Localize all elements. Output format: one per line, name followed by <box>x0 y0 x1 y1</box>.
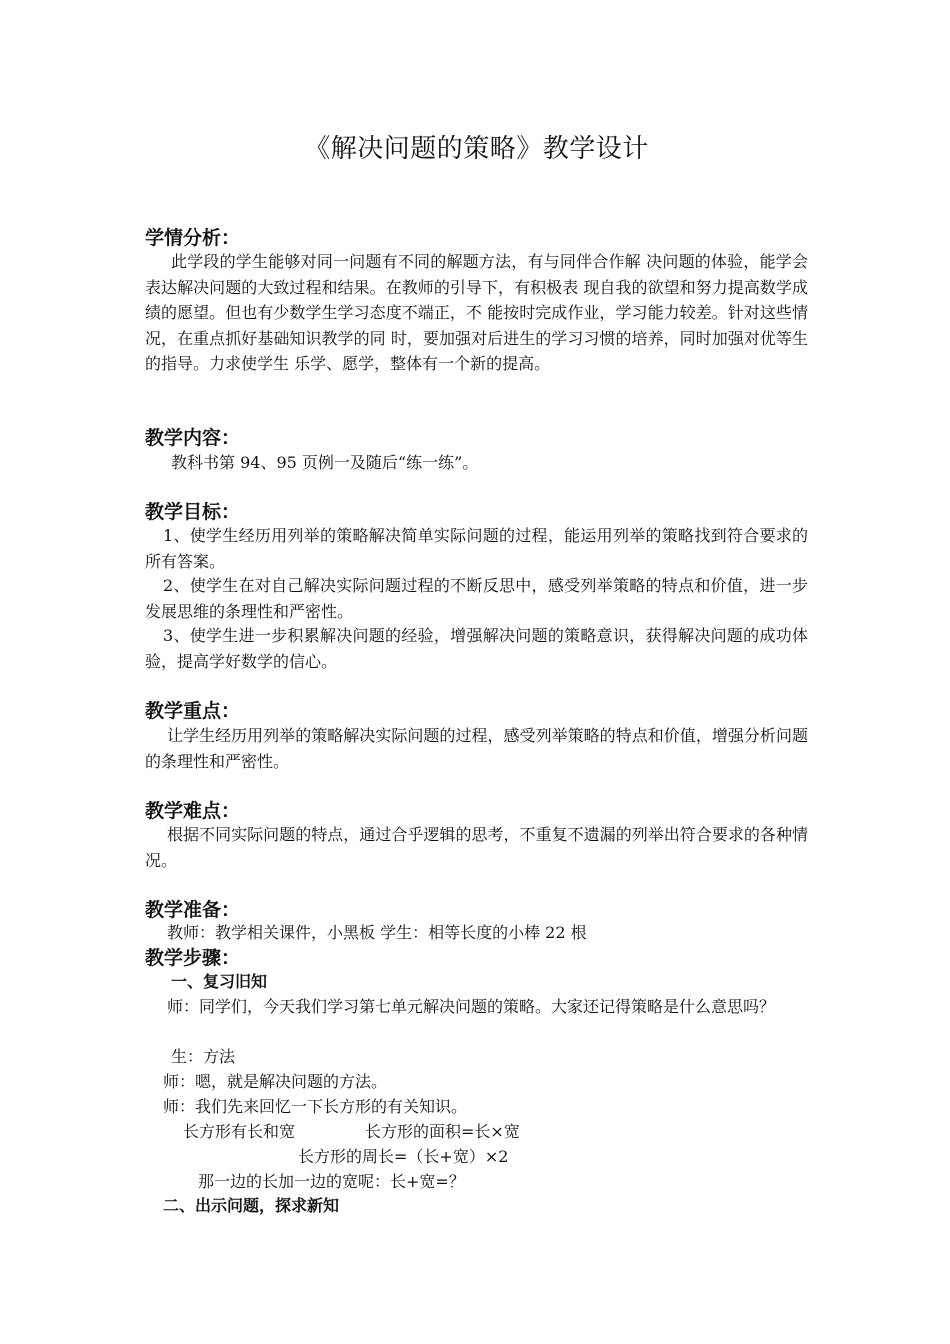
difficulties-text: 根据不同实际问题的特点，通过合乎逻辑的思考，不重复不遗漏的列举出符合要求的各种情况。 <box>145 825 808 870</box>
document-title: 《解决问题的策略》教学设计 <box>304 134 649 164</box>
step-part1-title: 一、复习旧知 <box>171 972 268 991</box>
step-line-2: 生：方法 <box>171 1047 236 1066</box>
step-line-4: 师：我们先来回忆一下长方形的有关知识。 <box>163 1097 468 1116</box>
step-line-3: 师：嗯，就是解决问题的方法。 <box>163 1072 388 1091</box>
key-points-text: 让学生经历用列举的策略解决实际问题的过程，感受列举策略的特点和价值，增强分析问题的条理性和严密性。 <box>145 726 808 771</box>
content-text: 教科书第 94、95 页例一及随后“练一练”。 <box>171 453 479 472</box>
steps-heading: 教学步骤： <box>145 947 241 969</box>
step-line-5: 那一边的长加一边的宽呢：长+宽=？ <box>198 1172 465 1191</box>
goal-item-1: 1、使学生经历用列举的策略解决简单实际问题的过程，能运用列举的策略找到符合要求的所有答案。 <box>145 526 808 571</box>
formula-perimeter: 长方形的周长=（长+宽）×2 <box>298 1147 509 1166</box>
formula-sides: 长方形有长和宽 <box>183 1122 296 1141</box>
difficulties-heading: 教学难点： <box>145 800 241 822</box>
preparation-heading: 教学准备： <box>145 899 241 921</box>
goal-item-3: 3、使学生进一步积累解决问题的经验，增强解决问题的策略意识，获得解决问题的成功体验，提高学好数学的信心。 <box>145 626 808 671</box>
key-points-heading: 教学重点： <box>145 700 241 722</box>
step-part2-title: 二、出示问题，探求新知 <box>163 1196 340 1215</box>
analysis-text: 此学段的学生能够对同一问题有不同的解题方法，有与同伴合作解 决问题的体验，能学会表达解决问题的大致过程和结果。在教师的引导下，有积极表 现自我的欲望和努力提高数学成绩的愿望。但也有少数学生学习态度不端正，不 能按时完成作业，学习能力较差。针对这些情况，在重点抓好基础知识教学的同 时，要加强对后进生的学习习惯的培养，同时加强对优等生的指导。力求使学生 乐学、愿学，整体有一个新的提高。 <box>145 252 808 373</box>
goals-heading: 教学目标： <box>145 501 241 523</box>
preparation-text: 教师：教学相关课件，小黑板 学生：相等长度的小棒 22 根 <box>167 923 587 942</box>
analysis-heading: 学情分析： <box>145 227 241 249</box>
content-heading: 教学内容： <box>145 427 241 449</box>
step-line-1: 师：同学们，今天我们学习第七单元解决问题的策略。大家还记得策略是什么意思吗？ <box>167 997 776 1016</box>
formula-area: 长方形的面积=长×宽 <box>365 1122 520 1141</box>
goal-item-2: 2、使学生在对自己解决实际问题过程的不断反思中，感受列举策略的特点和价值，进一步发展思维的条理性和严密性。 <box>145 576 808 621</box>
